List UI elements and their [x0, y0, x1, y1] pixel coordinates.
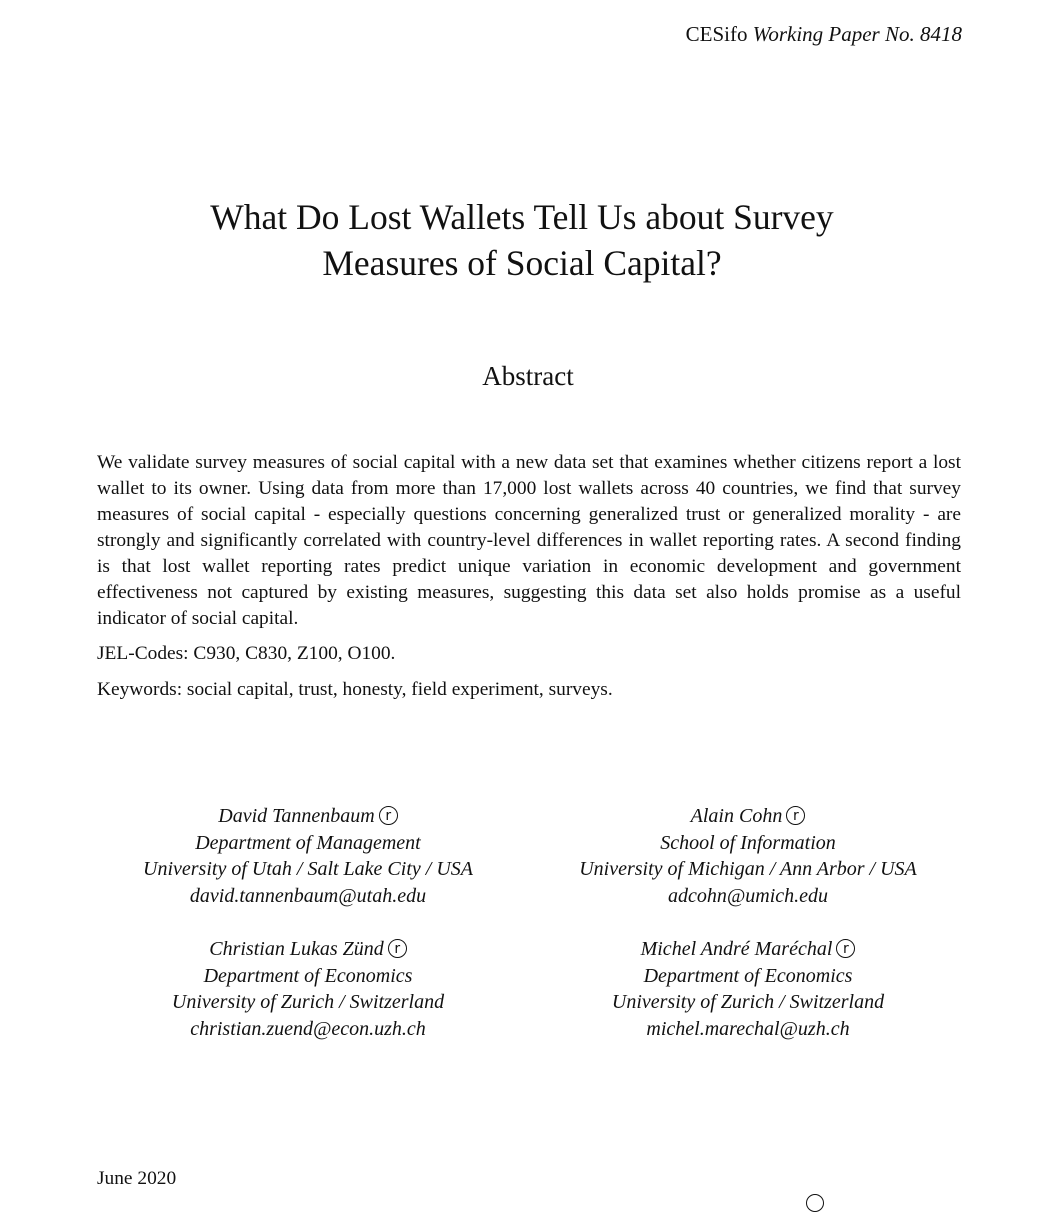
abstract-body: We validate survey measures of social capital with a new data set that examines whether citizens report a lost wallet to its owner. Using data from more than 17,000 lost wallets across 40 countries, we find that survey measures of social capital - especially questions concerning generalized trust or generalized morality - are strongly and significantly correlated with country-level differences in wallet reporting rates. A second finding is that lost wallet reporting rates predict unique variation in economic development and government effectiveness not captured by existing measures, suggesting this data set also holds promise as a useful indicator of social capital.	[97, 452, 961, 629]
author-affiliation: University of Michigan / Ann Arbor / USA	[579, 858, 917, 880]
randomized-order-mark-icon: r	[388, 939, 407, 958]
author-email: christian.zuend@econ.uzh.ch	[190, 1017, 426, 1040]
title-line-2: Measures of Social Capital?	[322, 243, 722, 283]
randomized-order-mark-icon: r	[836, 939, 855, 958]
author-block-cohn	[538, 803, 958, 909]
author-name-line	[98, 936, 518, 963]
working-paper-series-label	[686, 22, 962, 47]
series-number: Working Paper No. 8418	[752, 22, 962, 46]
jel-codes: JEL-Codes: C930, C830, Z100, O100.	[97, 643, 396, 664]
author-block-tannenbaum	[98, 803, 518, 909]
author-name: David Tannenbaum	[218, 805, 375, 827]
author-name-line	[98, 803, 518, 830]
author-email: david.tannenbaum@utah.edu	[189, 884, 427, 907]
author-block-zund	[98, 936, 518, 1042]
keywords: Keywords: social capital, trust, honesty, field experiment, surveys.	[97, 679, 613, 700]
author-affiliation: University of Zurich / Switzerland	[171, 991, 445, 1013]
author-name-line	[538, 936, 958, 963]
series-name: CESifo	[685, 22, 748, 46]
paper-title	[0, 194, 1044, 286]
author-affiliation: University of Zurich / Switzerland	[611, 991, 885, 1013]
title-line-1: What Do Lost Wallets Tell Us about Survey	[210, 197, 834, 237]
author-department: Department of Economics	[643, 964, 853, 987]
author-department: Department of Economics	[203, 964, 413, 987]
author-department: School of Information	[660, 831, 836, 854]
author-email: michel.marechal@uzh.ch	[646, 1017, 850, 1040]
author-department: Department of Management	[195, 831, 421, 854]
cut-off-circle-mark-icon	[806, 1194, 824, 1212]
author-affiliation: University of Utah / Salt Lake City / USA	[143, 858, 473, 880]
author-name: Christian Lukas Zünd	[209, 938, 384, 960]
author-block-marechal	[538, 936, 958, 1042]
author-name: Alain Cohn	[690, 805, 783, 827]
author-name: Michel André Maréchal	[640, 938, 833, 960]
author-email: adcohn@umich.edu	[667, 884, 829, 907]
author-name-line	[538, 803, 958, 830]
randomized-order-mark-icon: r	[379, 806, 398, 825]
abstract-heading: Abstract	[482, 361, 574, 391]
publication-date: June 2020	[97, 1168, 177, 1189]
randomized-order-mark-icon: r	[786, 806, 805, 825]
